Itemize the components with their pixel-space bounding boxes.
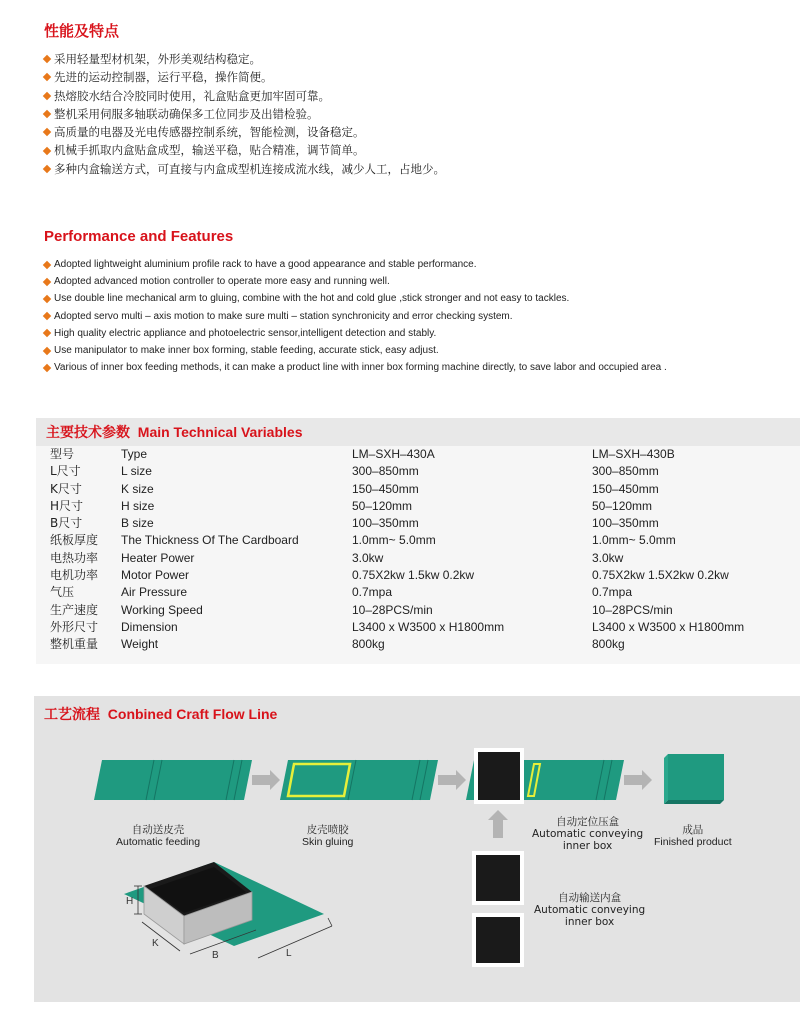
list-item: 多种内盒输送方式，可直接与内盒成型机连接成流水线，减少人工，占地少。 (44, 160, 445, 178)
arrow-right-icon (624, 770, 652, 790)
spec-label-cn: H尺寸 (50, 498, 84, 513)
specs-title (36, 418, 800, 446)
spec-value-b: 150–450mm (592, 481, 659, 496)
spec-value-b: 300–850mm (592, 464, 659, 479)
features-cn-list (44, 50, 445, 178)
table-row (36, 636, 800, 653)
spec-value-a: 3.0kw (352, 550, 384, 565)
spec-label-cn: 电机功率 (50, 568, 99, 583)
caption-en: Automatic feeding (116, 836, 201, 848)
specs-title-cn: 主要技术参数 (46, 425, 130, 441)
spec-label-en: Motor Power (121, 568, 190, 583)
spec-label-cn: 纸板厚度 (50, 533, 99, 548)
table-row (36, 619, 800, 636)
features-cn-title: 性能及特点 (44, 22, 120, 40)
list-item: Use manipulator to make inner box forming, stable feeding, accurate stick, easy adjust. (44, 342, 667, 359)
caption-en: Skin gluing (302, 836, 354, 848)
list-item: 高质量的电器及光电传感器控制系统，智能检测，设备稳定。 (44, 123, 445, 141)
table-row (36, 584, 800, 601)
list-item: 整机采用伺服多轴联动确保多工位同步及出错检验。 (44, 105, 445, 123)
spec-value-b: LM–SXH–430B (592, 447, 675, 461)
flow-title-en: Conbined Craft Flow Line (107, 706, 278, 722)
spec-value-b: 3.0kw (592, 550, 624, 565)
dim-l-label: L (286, 948, 292, 959)
features-en-list (44, 256, 667, 376)
spec-label-en: Weight (121, 637, 159, 652)
spec-label-en: Dimension (121, 619, 178, 634)
list-item: 采用轻量型材机架，外形美观结构稳定。 (44, 50, 445, 68)
spec-value-b: 10–28PCS/min (592, 602, 673, 617)
step-caption-1 (116, 824, 200, 848)
arrow-right-icon (438, 770, 466, 790)
spec-label-en: H size (121, 498, 155, 513)
step-caption-3 (532, 816, 643, 852)
spec-value-a: 50–120mm (352, 498, 413, 513)
table-row (36, 446, 800, 463)
spec-label-cn: K尺寸 (50, 481, 82, 496)
flow-diagram (34, 696, 800, 1002)
table-row (36, 515, 800, 532)
spec-value-a: LM–SXH–430A (352, 447, 435, 461)
step-caption-2 (302, 824, 353, 848)
caption-cn: 自动输送内盒 (558, 892, 622, 904)
list-item: Adopted servo multi – axis motion to make sure multi – station synchronicity and error checking system. (44, 308, 667, 325)
finished-product (664, 754, 724, 804)
caption-en: Automatic conveying (532, 828, 644, 840)
dim-k-label: K (152, 938, 159, 949)
spec-value-a: 300–850mm (352, 464, 419, 479)
board-step-2 (280, 760, 438, 800)
spec-value-b: 800kg (592, 637, 625, 652)
table-row (36, 498, 800, 515)
dim-b-label: B (212, 950, 219, 961)
step-caption-5 (534, 892, 645, 928)
spec-value-b: 0.75X2kw 1.5X2kw 0.2kw (592, 568, 729, 583)
caption-cn: 皮壳喷胶 (306, 824, 349, 836)
spec-label-cn: L尺寸 (50, 464, 81, 479)
table-row (36, 602, 800, 619)
arrow-right-icon (252, 770, 280, 790)
spec-value-b: 100–350mm (592, 516, 659, 531)
board-step-3 (466, 748, 624, 804)
specs-rows (36, 446, 800, 654)
list-item: Various of inner box feeding methods, it can make a product line with inner box forming machine directly, to save labor and occupied area . (44, 359, 667, 376)
spec-label-en: Working Speed (121, 602, 203, 617)
list-item: Adopted advanced motion controller to operate more easy and running well. (44, 273, 667, 290)
table-row (36, 463, 800, 480)
spec-value-b: 1.0mm~ 5.0mm (592, 533, 676, 548)
caption-en: Finished product (654, 836, 732, 848)
caption-cn: 自动定位压盒 (556, 816, 620, 828)
list-item: Use double line mechanical arm to gluing, combine with the hot and cold glue ,stick stronger and not easy to tackles. (44, 290, 667, 307)
caption-en: inner box (564, 916, 615, 928)
flow-section (34, 696, 800, 1002)
spec-label-cn: B尺寸 (50, 516, 83, 531)
specs-title-en: Main Technical Variables (137, 424, 303, 440)
spec-value-b: 0.7mpa (592, 585, 633, 600)
specs-table (36, 418, 800, 664)
spec-value-b: L3400 x W3500 x H1800mm (592, 619, 745, 634)
features-en-title: Performance and Features (44, 228, 234, 245)
spec-label-en: Type (121, 447, 148, 461)
list-item: 先进的运动控制器，运行平稳，操作简便。 (44, 68, 445, 86)
spec-label-en: K size (121, 481, 154, 496)
list-item: 机械手抓取内盒贴盒成型，输送平稳，贴合精准，调节简单。 (44, 141, 445, 159)
list-item: High quality electric appliance and photoelectric sensor,intelligent detection and stably. (44, 325, 667, 342)
board-step-1 (94, 760, 252, 800)
spec-value-b: 50–120mm (592, 498, 653, 513)
list-item: Adopted lightweight aluminium profile rack to have a good appearance and stable performance. (44, 256, 667, 273)
arrow-up-icon (488, 810, 508, 838)
caption-cn: 成品 (682, 824, 704, 836)
table-row (36, 532, 800, 549)
spec-label-cn: 生产速度 (50, 602, 99, 617)
box-dimension-diagram (124, 862, 332, 961)
spec-label-en: B size (121, 516, 154, 531)
spec-label-cn: 电热功率 (50, 550, 99, 565)
spec-label-cn: 整机重量 (50, 637, 99, 652)
spec-value-a: 10–28PCS/min (352, 602, 433, 617)
spec-value-a: 100–350mm (352, 516, 419, 531)
flow-title-cn: 工艺流程 (44, 707, 100, 723)
spec-value-a: 1.0mm~ 5.0mm (352, 533, 436, 548)
spec-label-cn: 型号 (50, 447, 75, 461)
caption-en: Automatic conveying (534, 904, 646, 916)
list-item: 热熔胶水结合冷胶同时使用，礼盒贴盒更加牢固可靠。 (44, 87, 445, 105)
table-row (36, 550, 800, 567)
table-row (36, 481, 800, 498)
spec-value-a: 800kg (352, 637, 385, 652)
spec-value-a: 0.7mpa (352, 585, 393, 600)
spec-label-en: L size (121, 464, 152, 479)
inner-box-stack (472, 851, 524, 967)
caption-cn: 自动送皮壳 (131, 824, 185, 836)
spec-label-en: Heater Power (121, 550, 195, 565)
spec-label-en: The Thickness Of The Cardboard (121, 533, 299, 548)
step-caption-4 (654, 824, 732, 848)
spec-value-a: L3400 x W3500 x H1800mm (352, 619, 505, 634)
spec-label-en: Air Pressure (121, 585, 188, 600)
spec-value-a: 0.75X2kw 1.5kw 0.2kw (352, 568, 475, 583)
spec-label-cn: 外形尺寸 (50, 619, 99, 634)
spec-label-cn: 气压 (50, 585, 75, 600)
dim-h-label: H (126, 896, 134, 907)
table-row (36, 567, 800, 584)
caption-en: inner box (562, 840, 613, 852)
spec-value-a: 150–450mm (352, 481, 419, 496)
